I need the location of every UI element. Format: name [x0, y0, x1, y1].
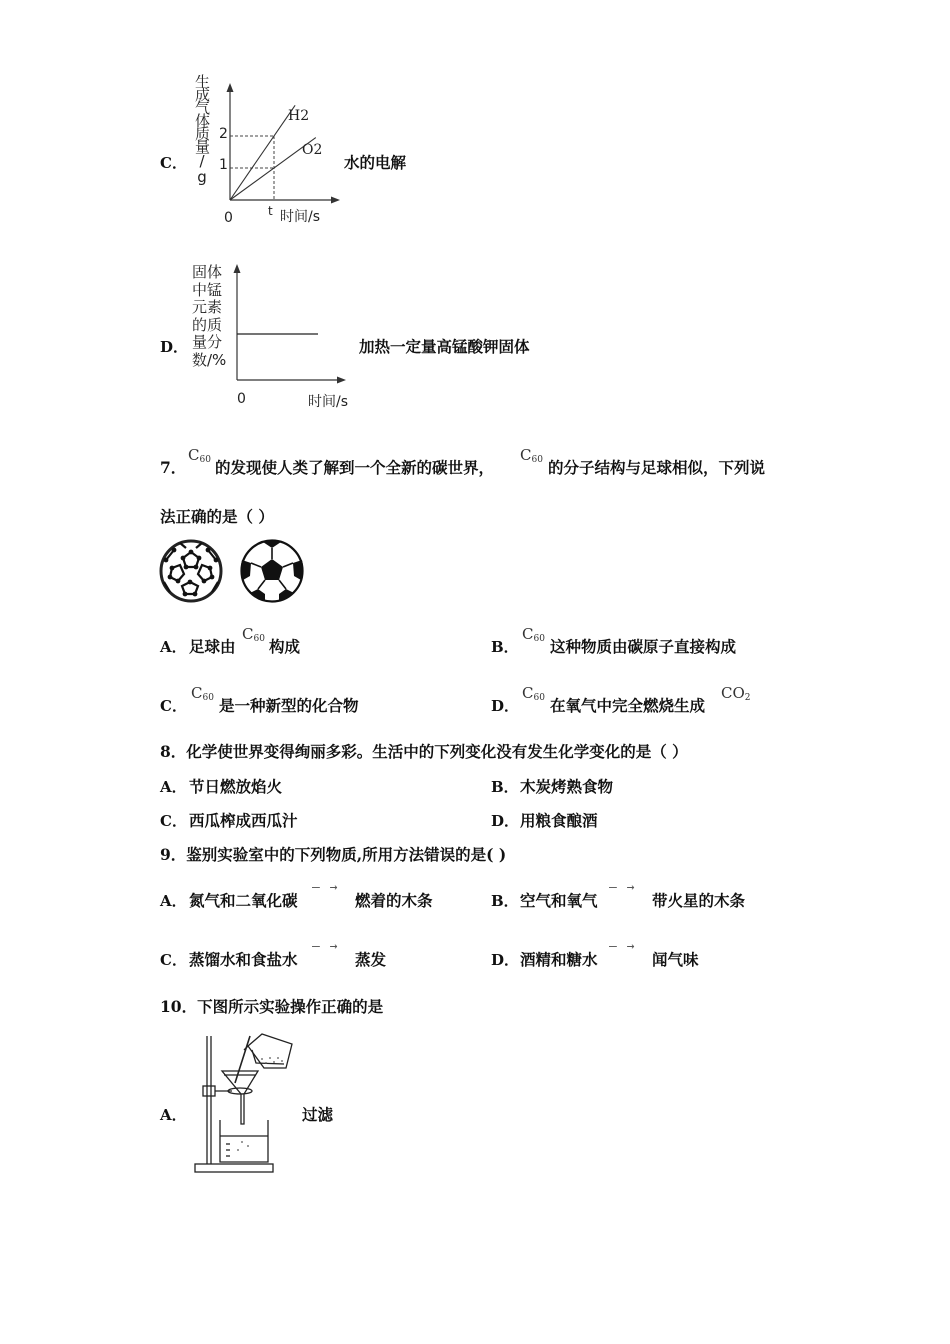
graph-d-ylabel-line6: 数/% — [192, 350, 227, 369]
q9-option-b-label: B． — [491, 892, 519, 910]
graph-d-manganese-fraction — [230, 262, 355, 387]
graph-c-x-arrow — [331, 197, 340, 204]
q9-option-b-pre: 空气和氧气 — [520, 891, 598, 910]
q9-option-b-post: 带火星的木条 — [652, 891, 746, 910]
q8-option-d-label: D． — [491, 812, 520, 830]
graph-d-ylabel — [192, 264, 226, 369]
q10-stem: 10．下图所示实验操作正确的是 — [160, 997, 384, 1016]
q8-option-b: 木炭烤熟食物 — [520, 777, 614, 796]
q7-option-a-c60: $C_{60}$ — [242, 625, 265, 644]
graph-c-legend-o2: O2 — [302, 142, 323, 158]
q9-option-d-label: D． — [491, 951, 520, 969]
graph-d-ylabel-line4: 的质 — [192, 315, 223, 334]
q7-c60-formula-2: $C_{60}$ — [520, 446, 543, 465]
q8-stem: 8．化学使世界变得绚丽多彩。生活中的下列变化没有发生化学变化的是（ ） — [160, 742, 688, 761]
q8-option-d: 用粮食酿酒 — [520, 811, 598, 830]
q7-text-part1: 的发现使人类了解到一个全新的碳世界， — [215, 458, 495, 477]
q9-option-d-post: 闻气味 — [652, 950, 699, 969]
graph-d-ylabel-line5: 量分 — [192, 333, 223, 351]
q7-text-part3: 法正确的是（ ） — [160, 507, 274, 526]
graph-c-ytick-2: 2 — [219, 126, 228, 142]
q7-option-d-post: 在氧气中完全燃烧生成 — [550, 696, 706, 715]
graph-c-legend-h2: H2 — [288, 108, 310, 124]
q7-option-a-post: 构成 — [269, 637, 301, 656]
c60-molecule-image — [158, 538, 224, 604]
graph-c-xlabel: 时间/s — [280, 209, 321, 225]
graph-d-x-arrow — [337, 377, 346, 384]
q7-option-a-label: A． — [160, 638, 187, 656]
q9-option-b-arrow-icon: — → — [609, 880, 636, 895]
graph-c-ylabel: 生成气体质量/g — [193, 74, 211, 184]
q7-option-d-label: D． — [491, 697, 520, 715]
graph-d-ylabel-line3: 元素 — [192, 298, 223, 316]
q9-option-a-label: A． — [160, 892, 187, 910]
q9-option-d-pre: 酒精和糖水 — [520, 950, 598, 969]
q8-option-a-label: A． — [160, 778, 187, 796]
q8-option-c-label: C． — [160, 812, 187, 830]
q9-option-c-label: C． — [160, 951, 187, 969]
option-c-label: C． — [160, 154, 187, 172]
option-c-caption: 水的电解 — [344, 153, 407, 172]
q9-option-c-post: 蒸发 — [355, 950, 387, 969]
q10-option-a-label: A． — [160, 1106, 187, 1124]
q7-option-b-post: 这种物质由碳原子直接构成 — [550, 637, 737, 656]
q7-option-a-pre: 足球由 — [189, 637, 236, 656]
q9-option-c-arrow-icon: — → — [312, 939, 339, 954]
q8-option-c: 西瓜榨成西瓜汁 — [189, 811, 298, 830]
q7-option-b-label: B． — [491, 638, 519, 656]
graph-c-xtick-t: t — [268, 204, 273, 218]
q9-option-a-post: 燃着的木条 — [355, 891, 433, 910]
q7-option-c-post: 是一种新型的化合物 — [219, 696, 359, 715]
q7-option-c-c60: $C_{60}$ — [191, 684, 214, 703]
graph-c-series-h2 — [230, 105, 295, 200]
graph-d-ylabel-line1: 固体 — [192, 263, 223, 281]
q9-stem: 9．鉴别实验室中的下列物质,所用方法错误的是( ) — [160, 845, 507, 864]
graph-d-ylabel-line2: 中锰 — [192, 280, 223, 299]
q7-option-d-c60: $C_{60}$ — [522, 684, 545, 703]
q7-option-c-label: C． — [160, 697, 187, 715]
q7-number: 7． — [160, 458, 187, 477]
graph-c-y-arrow — [227, 83, 234, 92]
graph-d-origin: 0 — [237, 391, 246, 407]
graph-c-origin: 0 — [224, 210, 233, 226]
graph-d-xlabel: 时间/s — [308, 394, 349, 410]
q9-option-a-arrow-icon: — → — [312, 880, 339, 895]
q9-option-c-pre: 蒸馏水和食盐水 — [189, 950, 298, 969]
graph-d-y-arrow — [234, 264, 241, 273]
graph-c-ytick-1: 1 — [219, 157, 228, 173]
q8-option-b-label: B． — [491, 778, 519, 796]
q7-c60-formula-1: $C_{60}$ — [188, 446, 211, 465]
filtration-apparatus-image — [192, 1028, 304, 1176]
q7-option-b-c60: $C_{60}$ — [522, 625, 545, 644]
q10-option-a-caption: 过滤 — [302, 1105, 334, 1124]
option-d-caption: 加热一定量高锰酸钾固体 — [359, 337, 530, 356]
q9-option-a-pre: 氮气和二氧化碳 — [189, 891, 298, 910]
soccer-ball-image — [239, 538, 305, 604]
q7-option-d-co2: $CO_2$ — [721, 684, 751, 703]
q7-text-part2: 的分子结构与足球相似，下列说 — [548, 458, 766, 477]
q8-option-a: 节日燃放焰火 — [189, 777, 283, 796]
q9-option-d-arrow-icon: — → — [609, 939, 636, 954]
option-d-label: D． — [160, 338, 189, 356]
